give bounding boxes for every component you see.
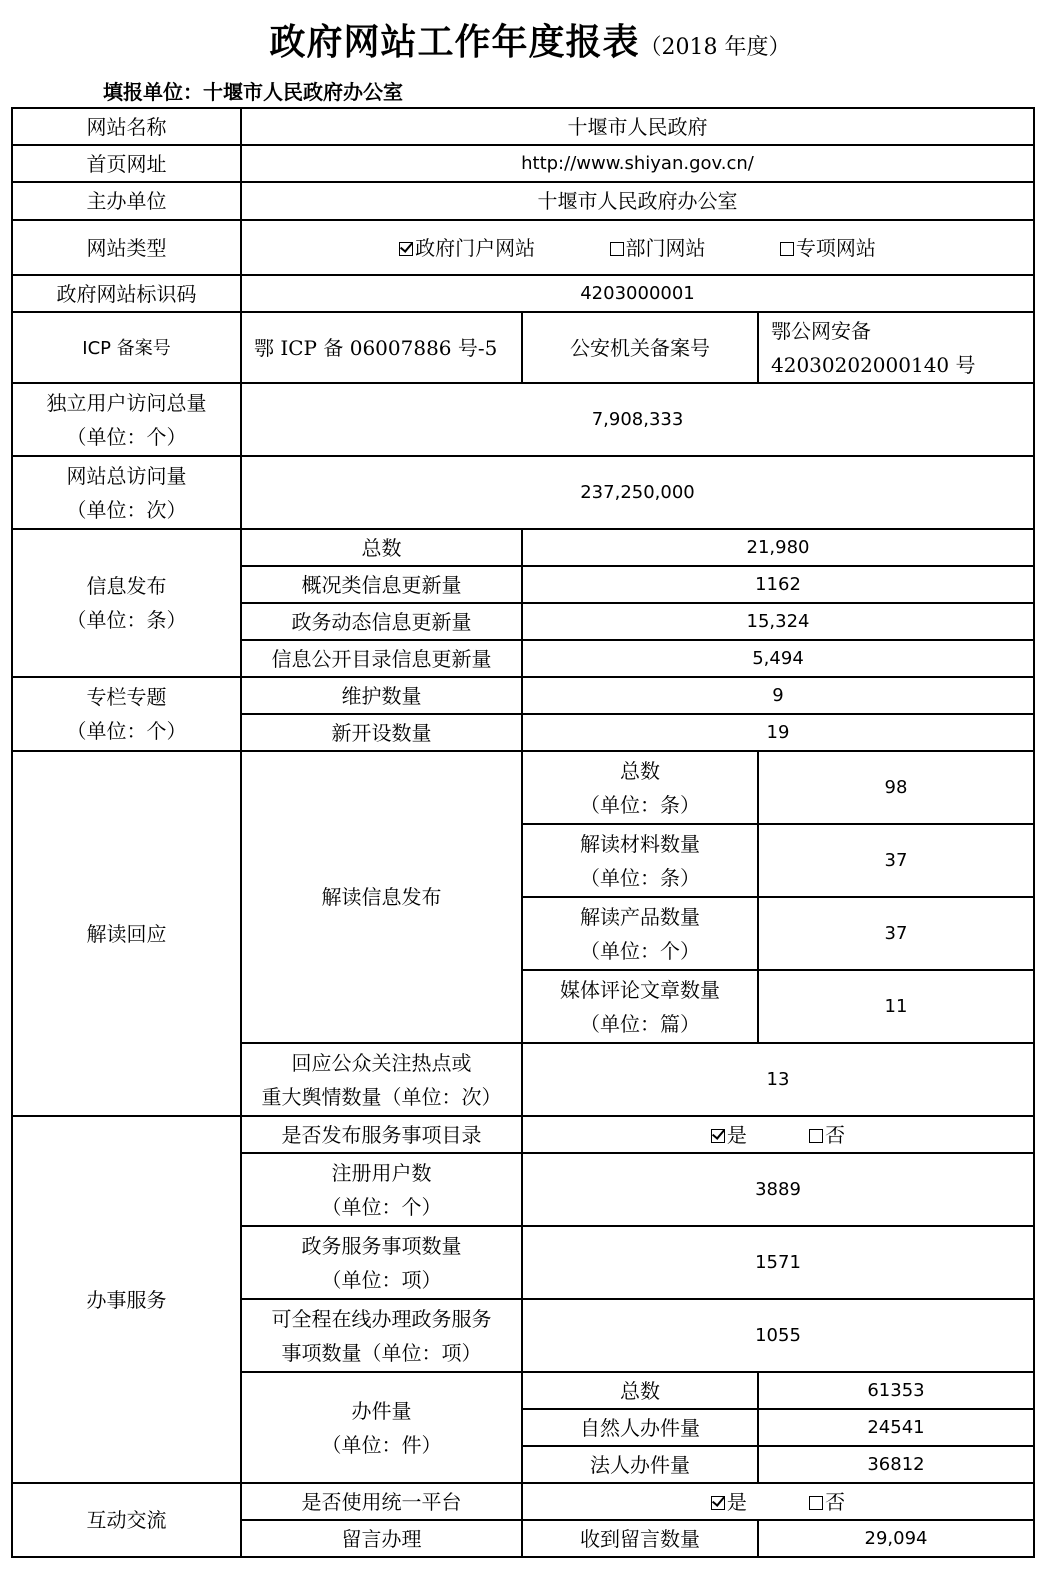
option-yes bbox=[711, 1485, 747, 1519]
report-table bbox=[11, 107, 1035, 1558]
label-interpret-item bbox=[522, 751, 758, 824]
option-special-label: 专项网站 bbox=[795, 235, 876, 260]
value-info-item: 21,980 bbox=[522, 529, 1034, 566]
report-title bbox=[0, 14, 1060, 65]
label-interact: 互动交流 bbox=[12, 1483, 241, 1557]
label-column bbox=[12, 677, 241, 751]
value-interact-received: 29,094 bbox=[758, 1520, 1034, 1557]
option-no bbox=[809, 1118, 845, 1152]
label-interact-platform: 是否使用统一平台 bbox=[241, 1483, 522, 1520]
value-handled-item: 61353 bbox=[758, 1372, 1034, 1409]
label-handled-item: 总数 bbox=[522, 1372, 758, 1409]
label-service-handled bbox=[241, 1372, 522, 1483]
label-service-catalog: 是否发布服务事项目录 bbox=[241, 1116, 522, 1153]
label-unique-visitors bbox=[12, 383, 241, 456]
value-interpret-item: 98 bbox=[758, 751, 1034, 824]
value-interpret-item: 11 bbox=[758, 970, 1034, 1043]
option-no bbox=[809, 1485, 845, 1519]
label-service-online bbox=[241, 1299, 522, 1372]
label-homepage: 首页网址 bbox=[12, 145, 241, 182]
label-info-item: 政务动态信息更新量 bbox=[241, 603, 522, 640]
label-service: 办事服务 bbox=[12, 1116, 241, 1483]
service-online-line2: 事项数量（单位：项） bbox=[281, 1340, 482, 1365]
value-handled-item: 24541 bbox=[758, 1409, 1034, 1446]
unique-visitors-title: 独立用户访问总量 bbox=[46, 390, 207, 415]
label-info-item: 概况类信息更新量 bbox=[241, 566, 522, 603]
label-interpret-item bbox=[522, 970, 758, 1043]
filler-unit: 填报单位：十堰市人民政府办公室 bbox=[103, 80, 403, 104]
label-interact-message: 留言办理 bbox=[241, 1520, 522, 1557]
response-line2: 重大舆情数量（单位：次） bbox=[261, 1084, 502, 1109]
checkbox-checked-icon bbox=[399, 242, 413, 256]
value-icp: 鄂 ICP 备 06007886 号-5 bbox=[241, 312, 522, 383]
service-items-title: 政务服务事项数量 bbox=[301, 1233, 462, 1258]
police-line2: 42030202000140 号 bbox=[771, 352, 976, 377]
interpret-item-title: 解读产品数量 bbox=[580, 904, 700, 929]
title-main: 政府网站工作年度报表 bbox=[269, 21, 640, 63]
value-info-item: 1162 bbox=[522, 566, 1034, 603]
row-interact-platform bbox=[12, 1483, 1034, 1520]
service-online-line1: 可全程在线办理政务服务 bbox=[271, 1306, 492, 1331]
value-service-online: 1055 bbox=[522, 1299, 1034, 1372]
column-title: 专栏专题 bbox=[86, 685, 167, 709]
interpret-item-unit: （单位：条） bbox=[580, 792, 700, 817]
row-site-type bbox=[12, 220, 1034, 275]
option-portal-label: 政府门户网站 bbox=[415, 235, 536, 260]
label-interpret: 解读回应 bbox=[12, 751, 241, 1116]
value-unique-visitors: 7,908,333 bbox=[241, 383, 1034, 456]
row-service-catalog bbox=[12, 1116, 1034, 1153]
option-yes-label: 是 bbox=[726, 1122, 747, 1147]
label-site-type: 网站类型 bbox=[12, 220, 241, 275]
value-column-item: 19 bbox=[522, 714, 1034, 751]
option-portal bbox=[399, 231, 535, 265]
value-host: 十堰市人民政府办公室 bbox=[241, 182, 1034, 220]
row-host bbox=[12, 182, 1034, 220]
value-handled-item: 36812 bbox=[758, 1446, 1034, 1483]
interpret-item-unit: （单位：条） bbox=[580, 865, 700, 890]
service-catalog-options bbox=[522, 1116, 1034, 1153]
service-users-title: 注册用户数 bbox=[331, 1160, 432, 1185]
option-yes bbox=[711, 1118, 747, 1152]
row-info-total bbox=[12, 529, 1034, 566]
interpret-item-title: 总数 bbox=[620, 758, 660, 783]
title-year: （2018 年度） bbox=[639, 35, 791, 60]
site-type-options bbox=[241, 220, 1034, 275]
value-site-name: 十堰市人民政府 bbox=[241, 108, 1034, 145]
response-line1: 回应公众关注热点或 bbox=[291, 1050, 472, 1075]
label-handled-item: 法人办件量 bbox=[522, 1446, 758, 1483]
value-column-item: 9 bbox=[522, 677, 1034, 714]
value-service-items: 1571 bbox=[522, 1226, 1034, 1299]
value-total-visits: 237,250,000 bbox=[241, 456, 1034, 529]
row-homepage bbox=[12, 145, 1034, 182]
label-interpret-release: 解读信息发布 bbox=[241, 751, 522, 1043]
label-service-items bbox=[241, 1226, 522, 1299]
value-interpret-item: 37 bbox=[758, 824, 1034, 897]
unique-visitors-unit: （单位：个） bbox=[66, 424, 187, 449]
interpret-item-title: 解读材料数量 bbox=[580, 831, 700, 856]
value-site-code: 4203000001 bbox=[241, 275, 1034, 312]
option-special bbox=[780, 231, 876, 265]
label-site-code: 政府网站标识码 bbox=[12, 275, 241, 312]
interpret-item-title: 媒体评论文章数量 bbox=[560, 977, 720, 1002]
checkbox-checked-icon bbox=[711, 1496, 725, 1510]
interact-platform-options bbox=[522, 1483, 1034, 1520]
row-column-maintain bbox=[12, 677, 1034, 714]
value-service-users: 3889 bbox=[522, 1153, 1034, 1226]
column-unit: （单位：个） bbox=[66, 719, 187, 743]
label-icp-text: ICP 备案号 bbox=[82, 337, 171, 359]
service-handled-unit: （单位：件） bbox=[321, 1432, 442, 1457]
option-yes-label: 是 bbox=[726, 1489, 747, 1514]
label-interpret-item bbox=[522, 824, 758, 897]
label-interact-received: 收到留言数量 bbox=[522, 1520, 758, 1557]
checkbox-empty-icon bbox=[809, 1496, 823, 1510]
option-department-label: 部门网站 bbox=[625, 235, 706, 260]
info-unit: （单位：条） bbox=[66, 608, 187, 632]
row-site-code bbox=[12, 275, 1034, 312]
service-users-unit: （单位：个） bbox=[321, 1194, 442, 1219]
label-service-users bbox=[241, 1153, 522, 1226]
info-title: 信息发布 bbox=[86, 574, 167, 598]
value-homepage: http://www.shiyan.gov.cn/ bbox=[241, 145, 1034, 182]
police-line1: 鄂公网安备 bbox=[771, 318, 871, 343]
label-interpret-item bbox=[522, 897, 758, 970]
value-interpret-response: 13 bbox=[522, 1043, 1034, 1116]
label-police: 公安机关备案号 bbox=[522, 312, 758, 383]
checkbox-empty-icon bbox=[809, 1129, 823, 1143]
value-police bbox=[758, 312, 1034, 383]
row-total-visits bbox=[12, 456, 1034, 529]
label-host: 主办单位 bbox=[12, 182, 241, 220]
label-column-item: 新开设数量 bbox=[241, 714, 522, 751]
checkbox-empty-icon bbox=[610, 242, 624, 256]
label-total-visits bbox=[12, 456, 241, 529]
label-interpret-response bbox=[241, 1043, 522, 1116]
label-handled-item: 自然人办件量 bbox=[522, 1409, 758, 1446]
label-icp bbox=[12, 312, 241, 383]
label-column-item: 维护数量 bbox=[241, 677, 522, 714]
row-unique-visitors bbox=[12, 383, 1034, 456]
service-items-unit: （单位：项） bbox=[321, 1267, 442, 1292]
option-department bbox=[610, 231, 706, 265]
value-info-item: 5,494 bbox=[522, 640, 1034, 677]
label-info bbox=[12, 529, 241, 677]
label-info-item: 信息公开目录信息更新量 bbox=[241, 640, 522, 677]
service-handled-title: 办件量 bbox=[351, 1398, 412, 1423]
label-site-name: 网站名称 bbox=[12, 108, 241, 145]
value-info-item: 15,324 bbox=[522, 603, 1034, 640]
checkbox-empty-icon bbox=[780, 242, 794, 256]
label-info-item: 总数 bbox=[241, 529, 522, 566]
interpret-item-unit: （单位：个） bbox=[580, 938, 700, 963]
option-no-label: 否 bbox=[825, 1489, 846, 1514]
value-interpret-item: 37 bbox=[758, 897, 1034, 970]
checkbox-checked-icon bbox=[711, 1129, 725, 1143]
row-icp bbox=[12, 312, 1034, 383]
interpret-item-unit: （单位：篇） bbox=[580, 1011, 700, 1036]
total-visits-unit: （单位：次） bbox=[66, 497, 187, 522]
row-interpret-total bbox=[12, 751, 1034, 824]
total-visits-title: 网站总访问量 bbox=[66, 463, 187, 488]
option-no-label: 否 bbox=[825, 1122, 846, 1147]
row-site-name bbox=[12, 108, 1034, 145]
